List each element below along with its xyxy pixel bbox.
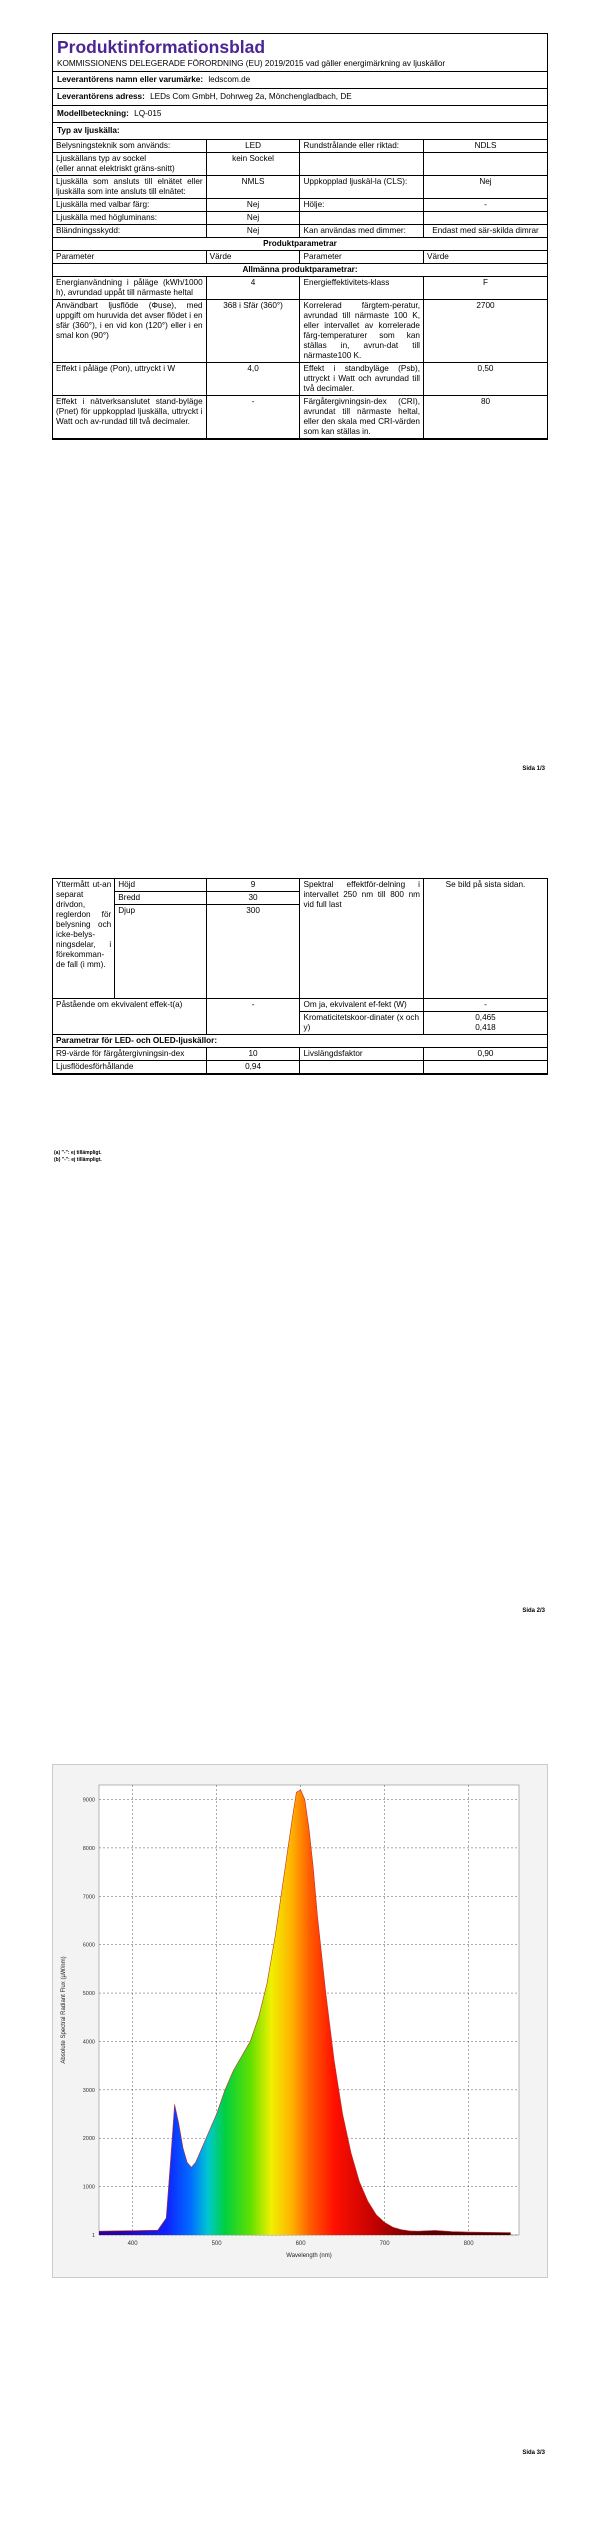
row-label: Ljuskällans typ av sockel (eller annat elektriskt gräns-snitt) — [53, 153, 206, 176]
row-value: Nej — [206, 199, 300, 212]
row-label: Ljuskälla med högluminans: — [53, 212, 206, 225]
row-value-2: Nej — [423, 176, 547, 199]
param-row — [53, 277, 547, 300]
type-row — [53, 153, 547, 176]
row-label: Ljuskälla med valbar färg: — [53, 199, 206, 212]
depth-label: Djup — [115, 905, 206, 999]
chromaticity-y: 0,418 — [475, 1023, 496, 1032]
row-label-2: Hölje: — [300, 199, 424, 212]
type-row — [53, 212, 547, 225]
type-row — [53, 225, 547, 238]
param-value-2: 2700 — [423, 300, 547, 363]
x-tick-label: 600 — [295, 2241, 306, 2247]
led-params-header: Parametrar för LED- och OLED-ljuskällor: — [53, 1035, 547, 1048]
param-value-2: 0,50 — [423, 363, 547, 396]
chromaticity-value — [423, 1012, 547, 1035]
chromaticity-label: Kromaticitetskoor-dinater (x och y) — [300, 1012, 424, 1035]
spectrum-chart — [53, 1765, 547, 2277]
model-value: LQ-015 — [134, 109, 162, 118]
x-tick-label: 700 — [379, 2241, 390, 2247]
equivalent-claim-label: Påstående om ekvivalent effek-t(a) — [53, 999, 206, 1035]
width-value: 30 — [206, 892, 300, 905]
page-title: Produktinformationsblad — [57, 37, 266, 57]
equivalent-power-value: - — [423, 999, 547, 1012]
dimensions-table — [53, 879, 547, 1074]
param-row — [53, 363, 547, 396]
empty-cell — [300, 1061, 424, 1074]
param-value: 4,0 — [206, 363, 300, 396]
survival-factor-value: 0,90 — [423, 1048, 547, 1061]
info-table — [52, 33, 548, 440]
param-label: Effekt i nätverksanslutet stand-byläge (Pnet) för uppkopplad ljuskälla, uttryckt i Watt och av-rundad till två decimaler. — [53, 396, 206, 439]
row-label-2: Uppkopplad ljuskäl-la (CLS): — [300, 176, 424, 199]
col-header-parameter: Parameter — [53, 251, 206, 264]
param-label-2: Energieffektivitets-klass — [300, 277, 424, 300]
title-box — [53, 34, 547, 72]
equivalent-power-label: Om ja, ekvivalent ef-fekt (W) — [300, 999, 424, 1012]
x-tick-label: 400 — [127, 2241, 138, 2247]
spectral-value: Se bild på sista sidan. — [423, 879, 547, 999]
row-label: Ljuskälla som ansluts till elnätet eller ljuskälla som inte ansluts till elnätet: — [53, 176, 206, 199]
model-row — [53, 106, 547, 123]
param-label: Effekt i påläge (Pon), uttryckt i W — [53, 363, 206, 396]
chromaticity-x: 0,465 — [475, 1013, 496, 1022]
param-value-2: F — [423, 277, 547, 300]
dimensions-label: Yttermått ut-an separat drivdon, reglerdon för belysning och icke-belys-ningsdelar, i förekomman-de fall (i mm). — [53, 879, 115, 999]
row-label-2 — [300, 212, 424, 225]
spectrum-chart-frame — [52, 1764, 548, 2278]
row-value-2 — [423, 153, 547, 176]
row-value: LED — [206, 140, 300, 153]
page-1 — [0, 0, 595, 842]
general-params-header: Allmänna produktparametrar: — [53, 264, 547, 277]
y-tick-label: 1000 — [82, 2184, 95, 2191]
col-header-value-2: Värde — [423, 251, 547, 264]
param-value: 4 — [206, 277, 300, 300]
y-tick-label: 4000 — [82, 2039, 95, 2046]
y-tick-label: 9000 — [82, 1797, 95, 1804]
row-label-2: Rundstrålande eller riktad: — [300, 140, 424, 153]
x-tick-label: 500 — [211, 2241, 222, 2247]
y-tick-label: 8000 — [82, 1845, 95, 1852]
param-label-2: Färgåtergivningsin-dex (CRI), avrundat till närmaste heltal, eller den skala med CRI-värden som kan ställas in. — [300, 396, 424, 439]
params-table — [53, 238, 547, 439]
x-axis-label: Wavelength (nm) — [286, 2253, 332, 2259]
type-row — [53, 123, 547, 140]
equivalent-claim-value: - — [206, 999, 300, 1035]
empty-cell — [423, 1061, 547, 1074]
supplier-name-label: Leverantörens namn eller varumärke: — [57, 75, 204, 84]
param-label: Användbart ljusflöde (Φuse), med uppgift om huruvida det avser flödet i en sfär (360°), i en vid kon (120°) eller i en smal kon (90°) — [53, 300, 206, 363]
param-label-2: Korrelerad färgtem-peratur, avrundad till närmaste 100 K, eller intervallet av korrelerade färg-temperaturer som kan ställas in, avrun-dat till närmaste100 K. — [300, 300, 424, 363]
page-number: Sida 1/3 — [522, 766, 545, 772]
y-tick-label: 2000 — [82, 2136, 95, 2143]
width-label: Bredd — [115, 892, 206, 905]
row-value: kein Sockel — [206, 153, 300, 176]
row-label: Belysningsteknik som används: — [53, 140, 206, 153]
row-label-2: Kan användas med dimmer: — [300, 225, 424, 238]
param-label-2: Effekt i standbyläge (Psb), uttryckt i Watt och avrundad till två decimaler. — [300, 363, 424, 396]
param-value: - — [206, 396, 300, 439]
param-value: 368 i Sfär (360°) — [206, 300, 300, 363]
model-label: Modellbeteckning: — [57, 109, 129, 118]
supplier-address-value: LEDs Com GmbH, Dohrweg 2a, Mönchengladbach, DE — [150, 92, 352, 101]
height-label: Höjd — [115, 879, 206, 892]
supplier-address-label: Leverantörens adress: — [57, 92, 145, 101]
col-header-value: Värde — [206, 251, 300, 264]
page-3 — [0, 1684, 595, 2526]
y-tick-label: 1 — [91, 2232, 95, 2239]
row-value-2: Endast med sär-skilda dimrar — [423, 225, 547, 238]
r9-value: 10 — [206, 1048, 300, 1061]
page-2 — [0, 842, 595, 1684]
type-row — [53, 140, 547, 153]
supplier-name-value: ledscom.de — [208, 75, 251, 84]
y-tick-label: 5000 — [82, 1991, 95, 1998]
param-row — [53, 396, 547, 439]
supplier-address-row — [53, 89, 547, 106]
type-row — [53, 199, 547, 212]
y-tick-label: 7000 — [82, 1894, 95, 1901]
param-row — [53, 300, 547, 363]
row-value-2: NDLS — [423, 140, 547, 153]
y-tick-label: 6000 — [82, 1942, 95, 1949]
param-label: Energianvändning i påläge (kWh/1000 h), avrundad uppåt till närmaste heltal — [53, 277, 206, 300]
row-value-2 — [423, 212, 547, 225]
lumen-maintenance-value: 0,94 — [206, 1061, 300, 1074]
type-row — [53, 176, 547, 199]
params-header: Produktparametrar — [53, 238, 547, 251]
height-value: 9 — [206, 879, 300, 892]
row-value: Nej — [206, 225, 300, 238]
footnotes — [54, 1150, 102, 1164]
x-tick-label: 800 — [463, 2241, 474, 2247]
footnote-a: (a) "-": ej tillämpligt. — [54, 1150, 102, 1156]
page-number: Sida 2/3 — [522, 1608, 545, 1614]
survival-factor-label: Livslängdsfaktor — [300, 1048, 424, 1061]
row-value: NMLS — [206, 176, 300, 199]
param-value-2: 80 — [423, 396, 547, 439]
row-value-2: - — [423, 199, 547, 212]
regulation-subtitle: KOMMISSIONENS DELEGERADE FÖRORDNING (EU) 2019/2015 vad gäller energimärkning av ljuskällor — [57, 59, 446, 68]
y-tick-label: 3000 — [82, 2087, 95, 2094]
r9-label: R9-värde för färgåtergivningsin-dex — [53, 1048, 206, 1061]
type-table — [53, 140, 547, 238]
col-header-parameter-2: Parameter — [300, 251, 424, 264]
page-number: Sida 3/3 — [522, 2450, 545, 2456]
spectral-label: Spektral effektför-delning i intervallet 250 nm till 800 nm vid full last — [300, 879, 424, 999]
supplier-name-row — [53, 72, 547, 89]
info-table-continued — [52, 878, 548, 1075]
row-label: Bländningsskydd: — [53, 225, 206, 238]
row-value: Nej — [206, 212, 300, 225]
footnote-b: (b) "-": ej tillämpligt. — [54, 1157, 102, 1163]
lumen-maintenance-label: Ljusflödesförhållande — [53, 1061, 206, 1074]
y-axis-label: Absolute Spectral Radiant Flux (µW/nm) — [61, 1956, 67, 2064]
type-label: Typ av ljuskälla: — [57, 126, 120, 135]
row-label-2 — [300, 153, 424, 176]
depth-value: 300 — [206, 905, 300, 999]
